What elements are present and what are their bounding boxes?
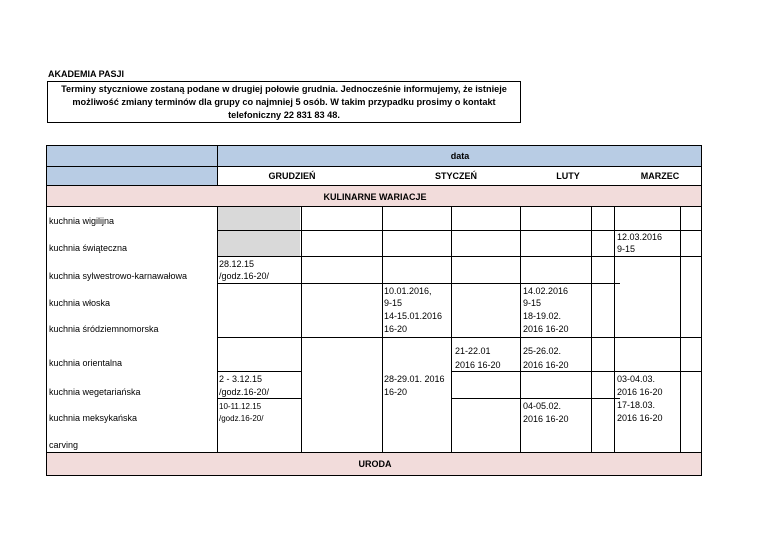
entry-date: 2 - 3.12.15 bbox=[219, 374, 263, 384]
entry-date: 28.12.15 bbox=[219, 259, 255, 269]
grid-line bbox=[46, 185, 702, 186]
month-header-marzec: MARZEC bbox=[640, 171, 680, 181]
entry-date: 17-18.03. bbox=[617, 400, 656, 410]
grid-line bbox=[46, 145, 702, 146]
grid-line bbox=[452, 371, 702, 372]
notice-box bbox=[47, 81, 521, 123]
grid-line bbox=[451, 206, 452, 453]
entry-time: /godz.16-20/ bbox=[219, 271, 270, 281]
entry-date: 03-04.03. bbox=[617, 374, 656, 384]
entry-date: 25-26.02. bbox=[523, 346, 562, 356]
grid-line bbox=[614, 206, 615, 453]
entry-time: 2016 16-20 bbox=[617, 413, 663, 423]
data-header-fill bbox=[47, 145, 701, 167]
grid-line bbox=[680, 206, 681, 453]
row-label: kuchnia wigilijna bbox=[49, 216, 115, 226]
entry-date: 14-15.01.2016 bbox=[384, 311, 443, 321]
grid-line bbox=[46, 145, 47, 476]
section-uroda: URODA bbox=[358, 459, 392, 469]
notice-line: Terminy styczniowe zostaną podane w drugiej połowie grudnia. Jednocześnie informujemy, że istnieje bbox=[61, 84, 507, 94]
month-header-luty: LUTY bbox=[556, 171, 580, 181]
grid-line bbox=[301, 206, 302, 453]
entry-time: 2016 16-20 bbox=[523, 360, 569, 370]
entry-time: 2016 16-20 bbox=[523, 324, 569, 334]
grid-line bbox=[46, 452, 702, 453]
entry-time: 9-15 bbox=[523, 298, 542, 308]
grid-line bbox=[218, 283, 620, 284]
entry-time: 2016 16-20 bbox=[523, 414, 569, 424]
grid-line bbox=[591, 206, 592, 453]
entry-date: 21-22.01 bbox=[455, 346, 491, 356]
section-kulinarne-wariacje: KULINARNE WARIACJE bbox=[323, 192, 427, 202]
row-label: kuchnia śródziemnomorska bbox=[49, 324, 159, 334]
entry-date: 04-05.02. bbox=[523, 401, 562, 411]
row-label: kuchnia świąteczna bbox=[49, 243, 128, 253]
entry-date: 28-29.01. 2016 bbox=[384, 374, 445, 384]
grid-line bbox=[701, 145, 702, 476]
month-header-grudzien: GRUDZIEŃ bbox=[268, 171, 316, 181]
row-label: kuchnia włoska bbox=[49, 298, 111, 308]
entry-time: /godz.16-20/ bbox=[219, 414, 264, 423]
grid-line bbox=[218, 337, 702, 338]
notice-line: możliwość zmiany terminów dla grupy co najmniej 5 osób. W takim przypadku prosimy o kontakt bbox=[72, 97, 496, 107]
notice-line: telefoniczny 22 831 83 48. bbox=[228, 110, 340, 120]
grid-line bbox=[217, 206, 218, 453]
months-header-fill bbox=[47, 167, 217, 186]
grid-line bbox=[218, 256, 702, 257]
row-label: kuchnia sylwestrowo-karnawałowa bbox=[49, 271, 188, 281]
gray-cell-swiateczna bbox=[218, 231, 300, 256]
row-label: kuchnia wegetariańska bbox=[49, 387, 141, 397]
row-label: carving bbox=[49, 440, 79, 450]
entry-time: 9-15 bbox=[617, 244, 636, 254]
entry-date: 14.02.2016 bbox=[523, 286, 569, 296]
grid-line bbox=[46, 206, 702, 207]
month-header-styczen: STYCZEŃ bbox=[434, 171, 477, 181]
entry-time: /godz.16-20/ bbox=[219, 387, 270, 397]
entry-date: 12.03.2016 bbox=[617, 232, 663, 242]
gray-cell-wigilijna bbox=[218, 207, 300, 230]
entry-date: 18-19.02. bbox=[523, 311, 562, 321]
entry-time: 2016 16-20 bbox=[617, 387, 663, 397]
grid-line bbox=[218, 371, 302, 372]
grid-line bbox=[382, 206, 383, 453]
grid-line bbox=[46, 475, 702, 476]
row-label: kuchnia meksykańska bbox=[49, 413, 138, 423]
grid-line bbox=[217, 145, 218, 186]
entry-time: 16-20 bbox=[384, 387, 408, 397]
grid-line bbox=[520, 206, 521, 453]
grid-line bbox=[452, 398, 620, 399]
grid-line bbox=[46, 166, 702, 167]
organization-name: AKADEMIA PASJI bbox=[48, 69, 125, 79]
row-label: kuchnia orientalna bbox=[49, 358, 123, 368]
entry-time: 2016 16-20 bbox=[455, 360, 501, 370]
grid-line bbox=[218, 398, 302, 399]
data-header: data bbox=[450, 151, 470, 161]
entry-date: 10.01.2016, bbox=[384, 286, 432, 296]
entry-date: 10-11.12.15 bbox=[219, 402, 262, 411]
entry-time: 9-15 bbox=[384, 298, 403, 308]
entry-time: 16-20 bbox=[384, 324, 408, 334]
